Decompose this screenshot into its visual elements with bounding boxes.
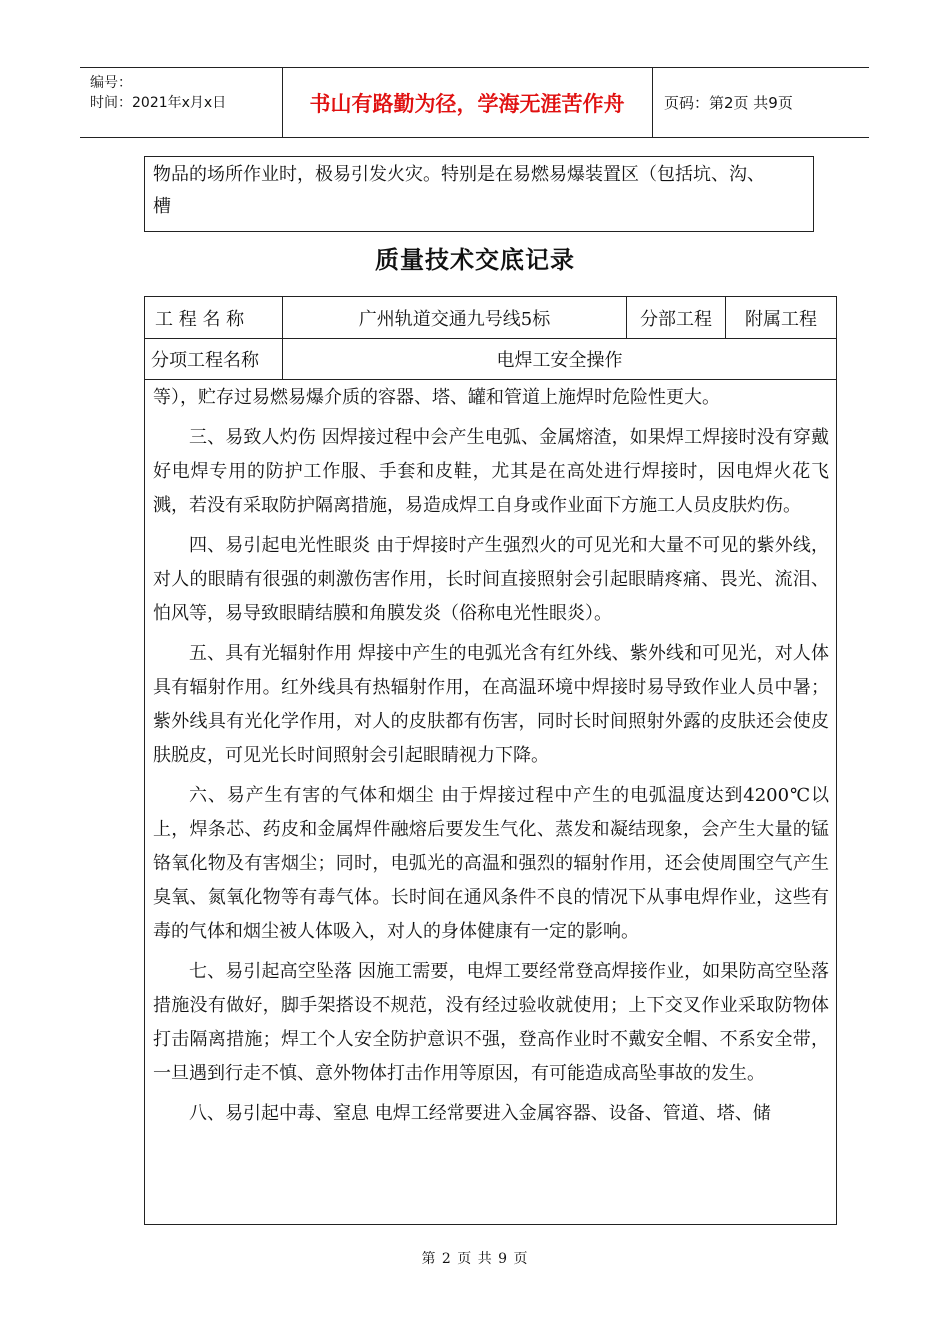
- project-name-value: 广州轨道交通九号线5标: [358, 308, 551, 330]
- paragraph-5: 七、易引起高空坠落 因施工需要，电焊工要经常登高焊接作业，如果防高空坠落措施没有做好，脚手架搭设不规范，没有经过验收就使用；上下交叉作业采取防物体打击隔离措施；焊工个人安全防护意识不强，登高作业时不戴安全帽、不系安全带，一旦遇到行走不慎、意外物体打击作用等原因，有可能造成高坠事故的发生。: [153, 961, 829, 1084]
- header-meta: [80, 68, 283, 137]
- paragraph-1: 三、易致人灼伤 因焊接过程中会产生电弧、金属熔渣，如果焊工焊接时没有穿戴好电焊专用的防护工作服、手套和皮鞋，尤其是在高处进行焊接时，因电焊火花飞溅，若没有采取防护隔离措施，易造成焊工自身或作业面下方施工人员皮肤灼伤。: [153, 427, 829, 516]
- continued-text-box: [144, 156, 814, 232]
- record-table: [144, 296, 837, 1225]
- paragraph-4: 六、易产生有害的气体和烟尘 由于焊接过程中产生的电弧温度达到4200℃以上，焊条芯、药皮和金属焊件融熔后要发生气化、蒸发和凝结现象，会产生大量的锰铬氧化物及有害烟尘；同时，电弧光的高温和强烈的辐射作用，还会使周围空气产生臭氧、氮氧化物等有毒气体。长时间在通风条件不良的情况下从事电焊作业，这些有毒的气体和烟尘被人体吸入，对人的身体健康有一定的影响。: [153, 785, 829, 942]
- page-title: 质量技术交底记录: [375, 245, 575, 274]
- serial-label: 编号：: [90, 75, 132, 91]
- page-footer: 第 2 页 共 9 页: [421, 1251, 529, 1267]
- project-name-label: 工 程 名 称: [155, 308, 245, 330]
- sub-project-label: 分部工程: [640, 308, 712, 330]
- header-page-info: 页码：第2页 共9页: [664, 94, 793, 112]
- time-label: 时间：2021年x月x日: [90, 95, 227, 111]
- continued-line-1: 物品的场所作业时，极易引发火灾。特别是在易燃易爆装置区（包括坑、沟、: [153, 164, 765, 185]
- item-name-label: 分项工程名称: [151, 350, 259, 371]
- paragraph-3: 五、具有光辐射作用 焊接中产生的电弧光含有红外线、紫外线和可见光，对人体具有辐射作用。红外线具有热辐射作用，在高温环境中焊接时易导致作业人员中暑；紫外线具有光化学作用，对人的皮肤都有伤害，同时长时间照射外露的皮肤还会使皮肤脱皮，可见光长时间照射会引起眼睛视力下降。: [153, 643, 829, 766]
- item-name-value: 电焊工安全操作: [496, 350, 623, 371]
- paragraph-0: 等），贮存过易燃易爆介质的容器、塔、罐和管道上施焊时危险性更大。: [153, 387, 720, 408]
- continued-line-2: 槽: [153, 196, 171, 217]
- technical-content: [153, 381, 829, 1131]
- page-header: [80, 67, 869, 138]
- sub-project-value: 附属工程: [745, 308, 817, 330]
- paragraph-2: 四、易引起电光性眼炎 由于焊接时产生强烈火的可见光和大量不可见的紫外线，对人的眼睛有很强的刺激伤害作用，长时间直接照射会引起眼睛疼痛、畏光、流泪、怕风等，易导致眼睛结膜和角膜发炎（俗称电光性眼炎）。: [153, 535, 829, 624]
- header-motto: 书山有路勤为径，学海无涯苦作舟: [282, 68, 653, 137]
- paragraph-6: 八、易引起中毒、窒息 电焊工经常要进入金属容器、设备、管道、塔、储: [189, 1103, 771, 1124]
